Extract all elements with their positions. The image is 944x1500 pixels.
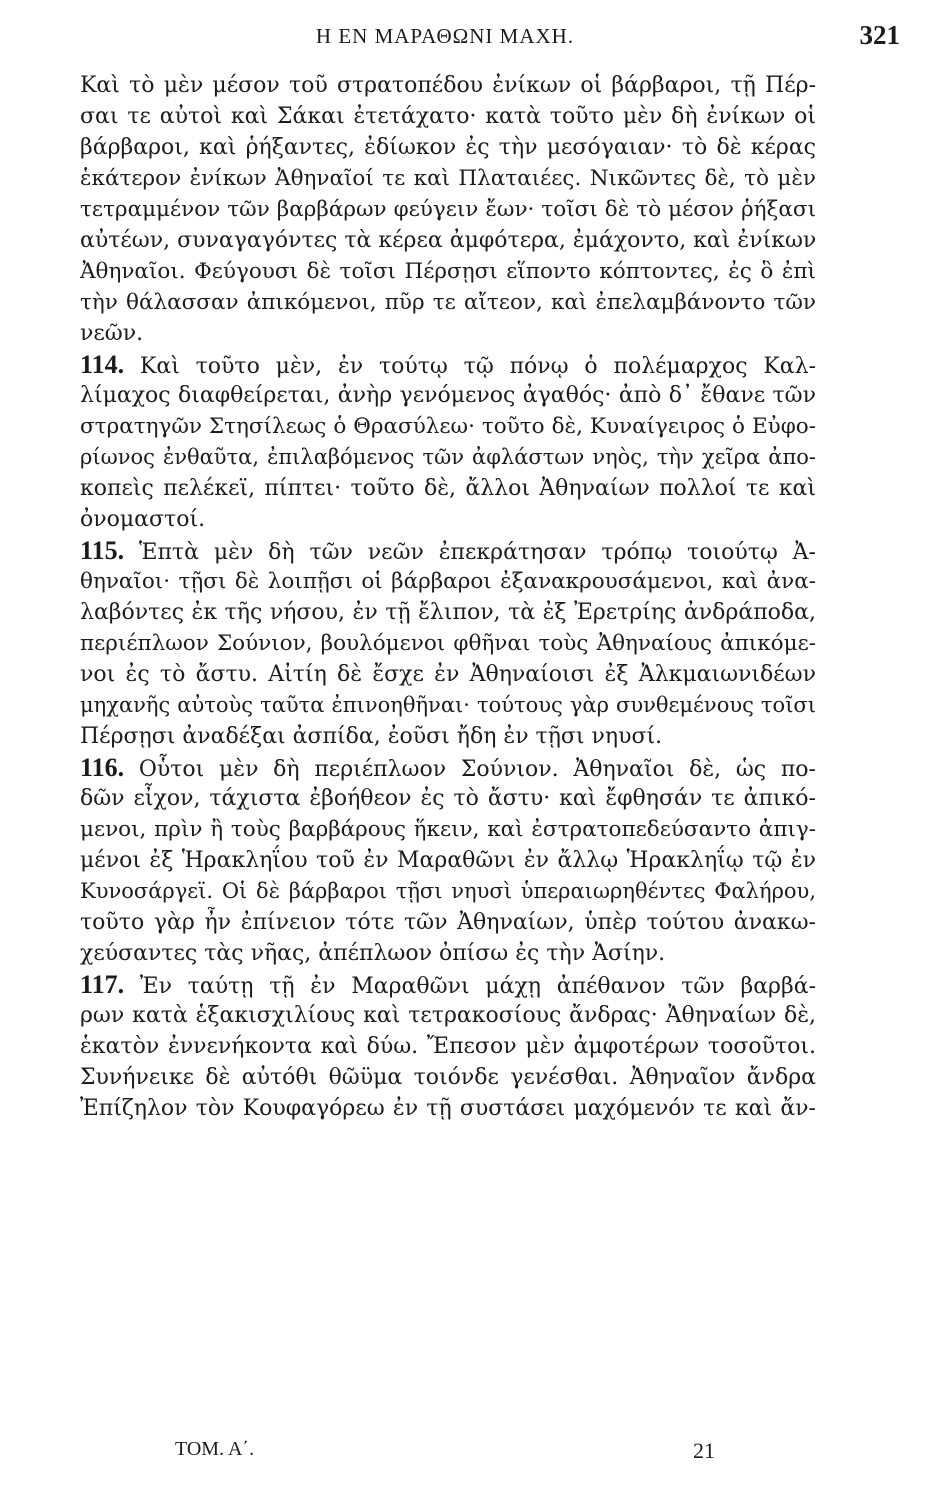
section-number: 117. [80, 970, 125, 999]
section-number: 114. [80, 350, 125, 379]
line-text: περιέπλωον Σούνιον, βουλόμενοι φθῆναι τοὺς Ἀθηναίους ἀπικόμε- [80, 631, 816, 656]
text-line [80, 287, 816, 318]
line-text: μενοι, πρὶν ἢ τοὺς βαρβάρους ἥκειν, καὶ ἐστρατοπεδεύσαντο ἀπιγ- [80, 817, 816, 842]
text-line [80, 876, 816, 907]
line-text: βάρβαροι, καὶ ῥήξαντες, ἐδίωκον ἐς τὴν μεσόγαιαν· τὸ δὲ κέρας [80, 135, 816, 160]
text-line [80, 566, 816, 597]
text-line [80, 628, 816, 659]
line-text: Πέρσῃσι ἀναδέξαι ἀσπίδα, ἐοῦσι ἤδη ἐν τῇσι νηυσί. [80, 724, 663, 749]
line-text: Καὶ τοῦτο μὲν, ἐν τούτῳ τῷ πόνῳ ὁ πολέμαρχος Καλ- [139, 354, 816, 379]
text-line [80, 442, 816, 473]
body-text [80, 70, 816, 1124]
section-number: 116. [80, 753, 125, 782]
text-line [80, 163, 816, 194]
line-text: αὐτέων, συναγαγόντες τὰ κέρεα ἀμφότερα, ἐμάχοντο, καὶ ἐνίκων [80, 228, 816, 253]
line-text: νεῶν. [80, 321, 144, 346]
text-line [80, 473, 816, 504]
line-text: τοῦτο γὰρ ἦν ἐπίνειον τότε τῶν Ἀθηναίων, ὑπὲρ τούτου ἀνακω- [80, 910, 816, 935]
text-line [80, 225, 816, 256]
text-line [80, 907, 816, 938]
line-text: μένοι ἐξ Ἡρακληΐου τοῦ ἐν Μαραθῶνι ἐν ἄλλῳ Ἡρακληΐῳ τῷ ἐν [80, 848, 816, 873]
text-line [80, 845, 816, 876]
signature-mark: 21 [693, 1438, 715, 1463]
line-text: Ἐν ταύτῃ τῇ ἐν Μαραθῶνι μάχῃ ἀπέθανον τῶν βαρβά- [139, 974, 816, 999]
line-text: στρατηγῶν Στησίλεως ὁ Θρασύλεω· τοῦτο δὲ, Κυναίγειρος ὁ Εὐφο- [80, 414, 816, 439]
text-line [80, 132, 816, 163]
volume-mark: ΤΟΜ. Α΄. [175, 1438, 255, 1460]
text-line [80, 256, 816, 287]
line-text: νοι ἐς τὸ ἄστυ. Αἰτίη δὲ ἔσχε ἐν Ἀθηναίοισι ἐξ Ἀλκμαιωνιδέων [80, 662, 816, 687]
text-line [80, 504, 816, 535]
text-line [80, 535, 816, 566]
text-line [80, 70, 816, 101]
text-line [80, 938, 816, 969]
text-line [80, 1000, 816, 1031]
line-text: λίμαχος διαφθείρεται, ἀνὴρ γενόμενος ἀγαθός· ἀπὸ δ᾽ ἔθανε τῶν [80, 383, 816, 408]
text-line [80, 969, 816, 1000]
text-line [80, 783, 816, 814]
text-line [80, 318, 816, 349]
line-text: τετραμμένον τῶν βαρβάρων φεύγειν ἔων· τοῖσι δὲ τὸ μέσον ῥήξασι [80, 197, 816, 222]
text-line [80, 814, 816, 845]
line-text: μηχανῆς αὐτοὺς ταῦτα ἐπινοηθῆναι· τούτους γὰρ συνθεμένους τοῖσι [80, 693, 816, 717]
text-line [80, 1093, 816, 1124]
line-text: Ἑπτὰ μὲν δὴ τῶν νεῶν ἐπεκράτησαν τρόπῳ τοιούτῳ Ἀ- [138, 540, 816, 565]
text-line [80, 597, 816, 628]
text-line [80, 380, 816, 411]
line-text: ἑκατὸν ἐννενήκοντα καὶ δύω. Ἔπεσον μὲν ἀμφοτέρων τοσοῦτοι. [80, 1034, 816, 1059]
text-line [80, 752, 816, 783]
line-text: δῶν εἶχον, τάχιστα ἐβοήθεον ἐς τὸ ἄστυ· καὶ ἔφθησάν τε ἀπικό- [80, 786, 816, 811]
text-line [80, 101, 816, 132]
text-line [80, 349, 816, 380]
text-line [80, 1062, 816, 1093]
line-text: ἑκάτερον ἐνίκων Ἀθηναῖοί τε καὶ Πλαταιέες. Νικῶντες δὲ, τὸ μὲν [80, 166, 816, 191]
section-number: 115. [80, 536, 125, 565]
line-text: ρίωνος ἐνθαῦτα, ἐπιλαβόμενος τῶν ἀφλάστων νηὸς, τὴν χεῖρα ἀπο- [80, 445, 816, 469]
line-text: Ἐπίζηλον τὸν Κουφαγόρεω ἐν τῇ συστάσει μαχόμενόν τε καὶ ἄν- [80, 1096, 816, 1121]
line-text: χεύσαντες τὰς νῆας, ἀπέπλωον ὀπίσω ἐς τὴν Ἀσίην. [80, 941, 666, 966]
line-text: Καὶ τὸ μὲν μέσον τοῦ στρατοπέδου ἐνίκων οἱ βάρβαροι, τῇ Πέρ- [80, 73, 816, 98]
line-text: Κυνοσάργεϊ. Οἱ δὲ βάρβαροι τῇσι νηυσὶ ὑπεραιωρηθέντες Φαλήρου, [80, 879, 816, 903]
text-line [80, 721, 816, 752]
line-text: Ἀθηναῖοι. Φεύγουσι δὲ τοῖσι Πέρσῃσι εἵποντο κόπτοντες, ἐς ὃ ἐπὶ [80, 259, 816, 284]
line-text: θηναῖοι· τῇσι δὲ λοιπῇσι οἱ βάρβαροι ἐξανακρουσάμενοι, καὶ ἀνα- [80, 569, 816, 594]
text-line [80, 411, 816, 442]
running-head: Η ΕΝ ΜΑΡΑΘΩΝΙ ΜΑΧΗ. [315, 24, 575, 48]
line-text: Συνήνεικε δὲ αὐτόθι θῶϋμα τοιόνδε γενέσθαι. Ἀθηναῖον ἄνδρα [80, 1065, 816, 1090]
text-line [80, 194, 816, 225]
text-line [80, 690, 816, 721]
line-text: ρων κατὰ ἑξακισχιλίους καὶ τετρακοσίους ἄνδρας· Ἀθηναίων δὲ, [80, 1003, 816, 1028]
line-text: ὀνομαστοί. [80, 507, 206, 532]
line-text: τὴν θάλασσαν ἀπικόμενοι, πῦρ τε αἴτεον, καὶ ἐπελαμβάνοντο τῶν [80, 290, 816, 315]
line-text: Οὗτοι μὲν δὴ περιέπλωον Σούνιον. Ἀθηναῖοι δὲ, ὡς πο- [138, 757, 816, 782]
text-line [80, 659, 816, 690]
page-number: 321 [859, 20, 900, 50]
text-line [80, 1031, 816, 1062]
line-text: λαβόντες ἐκ τῆς νήσου, ἐν τῇ ἔλιπον, τὰ ἐξ Ἐρετρίης ἀνδράποδα, [80, 600, 816, 625]
line-text: κοπεὶς πελέκεϊ, πίπτει· τοῦτο δὲ, ἄλλοι Ἀθηναίων πολλοί τε καὶ [80, 476, 816, 501]
line-text: σαι τε αὐτοὶ καὶ Σάκαι ἐτετάχατο· κατὰ τοῦτο μὲν δὴ ἐνίκων οἱ [80, 104, 816, 129]
